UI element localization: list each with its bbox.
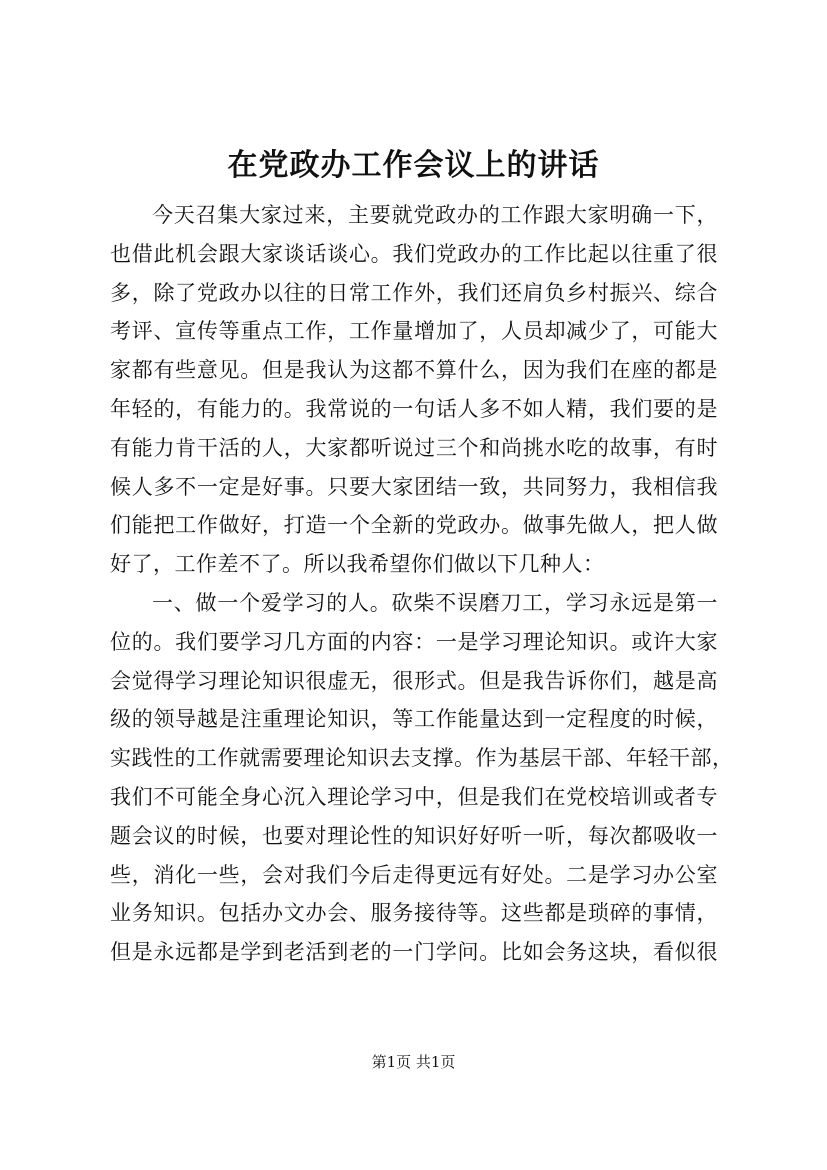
paragraph-line: 家都有些意见。但是我认为这都不算什么，因为我们在座的都是: [110, 358, 718, 383]
paragraph-line: 考评、宣传等重点工作，工作量增加了，人员却减少了，可能大: [110, 319, 718, 344]
paragraph-line: 候人多不一定是好事。只要大家团结一致，共同努力，我相信我: [110, 474, 718, 499]
paragraph-line: 题会议的时候，也要对理论性的知识好好听一听，每次都吸收一: [110, 823, 718, 848]
paragraph-line: 实践性的工作就需要理论知识去支撑。作为基层干部、年轻干部，: [110, 746, 734, 771]
page-footer: 第1页 共1页: [371, 1053, 456, 1071]
paragraph-line: 们能把工作做好，打造一个全新的党政办。做事先做人，把人做: [110, 513, 718, 538]
paragraph-line: 些，消化一些，会对我们今后走得更远有好处。二是学习办公室: [110, 862, 718, 887]
paragraph-line: 多，除了党政办以往的日常工作外，我们还肩负乡村振兴、综合: [110, 280, 718, 305]
paragraph-line: 有能力肯干活的人，大家都听说过三个和尚挑水吃的故事，有时: [110, 435, 718, 460]
page-title: 在党政办工作会议上的讲话: [227, 148, 600, 183]
paragraph-line: 级的领导越是注重理论知识，等工作能量达到一定程度的时候，: [110, 707, 718, 732]
paragraph-line: 但是永远都是学到老活到老的一门学问。比如会务这块，看似很: [110, 940, 718, 965]
paragraph-line: 年轻的，有能力的。我常说的一句话人多不如人精，我们要的是: [110, 396, 718, 421]
paragraph-line: 好了，工作差不了。所以我希望你们做以下几种人：: [110, 552, 605, 577]
paragraph-line: 一、做一个爱学习的人。砍柴不误磨刀工，学习永远是第一: [152, 590, 718, 615]
paragraph-line: 我们不可能全身心沉入理论学习中，但是我们在党校培训或者专: [110, 784, 718, 809]
paragraph-line: 位的。我们要学习几方面的内容：一是学习理论知识。或许大家: [110, 629, 718, 654]
paragraph-line: 会觉得学习理论知识很虚无，很形式。但是我告诉你们，越是高: [110, 668, 718, 693]
document-body: [110, 196, 734, 972]
paragraph-line: 也借此机会跟大家谈话谈心。我们党政办的工作比起以往重了很: [110, 241, 718, 266]
paragraph-line: 业务知识。包括办文办会、服务接待等。这些都是琐碎的事情，: [110, 901, 718, 926]
paragraph-line: 今天召集大家过来，主要就党政办的工作跟大家明确一下，: [152, 203, 718, 227]
